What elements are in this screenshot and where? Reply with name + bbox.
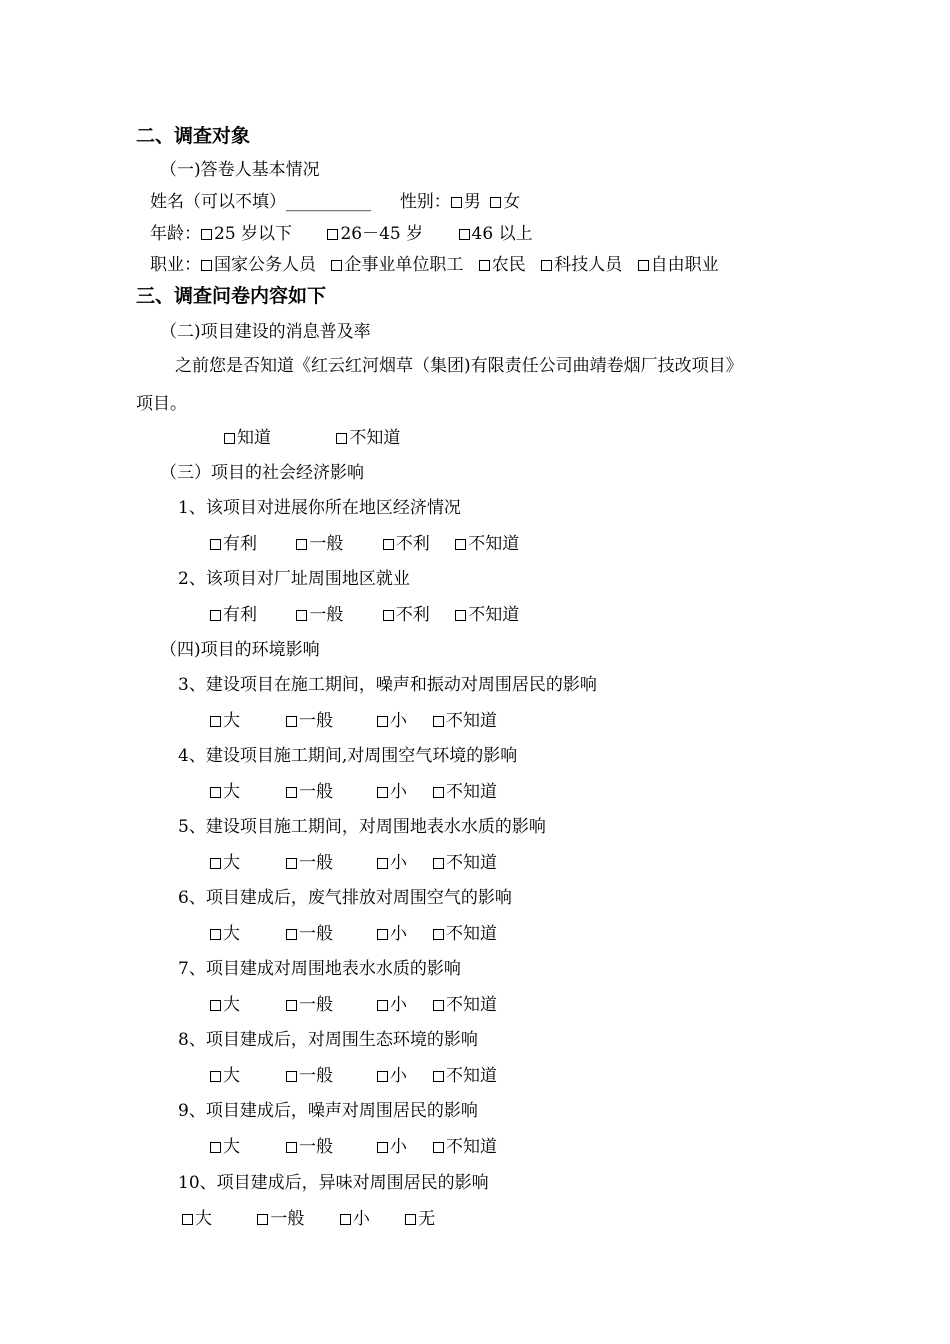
option[interactable]: 不知道 [455, 532, 519, 556]
checkbox-icon[interactable] [377, 1071, 388, 1082]
option[interactable]: 无 [405, 1207, 435, 1231]
option[interactable]: 大 [210, 1064, 240, 1088]
checkbox-icon[interactable] [210, 929, 221, 940]
checkbox-icon[interactable] [459, 229, 470, 240]
checkbox-icon[interactable] [210, 610, 221, 621]
checkbox-icon[interactable] [210, 787, 221, 798]
job-option-5[interactable]: 自由职业 [638, 253, 719, 277]
question-awareness-text: 之前您是否知道《红云红河烟草（集团)有限责任公司曲靖卷烟厂技改项目》 [175, 356, 743, 376]
checkbox-icon[interactable] [377, 929, 388, 940]
checkbox-icon[interactable] [286, 1000, 297, 1011]
question-1: 1、该项目对进展你所在地区经济情况 [178, 498, 461, 518]
section-2-title: 二、调查对象 [136, 125, 251, 147]
option[interactable]: 一般 [286, 1135, 333, 1159]
option[interactable]: 不知道 [433, 922, 497, 946]
env-question: 7、项目建成对周围地表水水质的影响 [178, 959, 461, 979]
option[interactable]: 不知道 [433, 851, 497, 875]
checkbox-icon[interactable] [433, 716, 444, 727]
checkbox-icon[interactable] [433, 1142, 444, 1153]
option[interactable]: 小 [377, 1064, 407, 1088]
checkbox-icon[interactable] [286, 716, 297, 727]
checkbox-icon[interactable] [377, 1000, 388, 1011]
checkbox-icon[interactable] [433, 1071, 444, 1082]
option[interactable]: 小 [377, 709, 407, 733]
checkbox-icon[interactable] [433, 858, 444, 869]
checkbox-icon[interactable] [377, 716, 388, 727]
env-question-options [210, 1135, 497, 1159]
question-awareness-text-cont: 项目。 [136, 394, 187, 414]
checkbox-icon[interactable] [377, 1142, 388, 1153]
age-label: 年龄： [150, 224, 201, 244]
option[interactable]: 不利 [383, 603, 430, 627]
option[interactable]: 一般 [286, 993, 333, 1017]
gender-option-female[interactable]: 女 [490, 190, 520, 214]
awareness-options [224, 426, 400, 450]
age-option-1[interactable]: 25 岁以下 [201, 222, 292, 246]
option[interactable]: 大 [210, 922, 240, 946]
checkbox-icon[interactable] [331, 260, 342, 271]
option[interactable]: 有利 [210, 603, 257, 627]
checkbox-icon[interactable] [433, 1000, 444, 1011]
checkbox-icon[interactable] [336, 433, 347, 444]
gender-option-male[interactable]: 男 [451, 190, 481, 214]
checkbox-icon[interactable] [405, 1214, 416, 1225]
checkbox-icon[interactable] [383, 539, 394, 550]
checkbox-icon[interactable] [286, 1142, 297, 1153]
age-option-2[interactable]: 26－45 岁 [327, 222, 423, 246]
option[interactable]: 不知道 [433, 993, 497, 1017]
env-question: 4、建设项目施工期间,对周围空气环境的影响 [178, 746, 518, 766]
checkbox-icon[interactable] [286, 1071, 297, 1082]
checkbox-icon[interactable] [433, 929, 444, 940]
job-label: 职业： [150, 255, 201, 275]
option[interactable]: 一般 [286, 1064, 333, 1088]
option[interactable]: 大 [182, 1207, 212, 1231]
name-input[interactable]: __________ [286, 192, 371, 212]
checkbox-icon[interactable] [377, 858, 388, 869]
option[interactable]: 大 [210, 993, 240, 1017]
option[interactable]: 小 [377, 780, 407, 804]
checkbox-icon[interactable] [257, 1214, 268, 1225]
checkbox-icon[interactable] [541, 260, 552, 271]
subsection-2-title: （二)项目建设的消息普及率 [160, 322, 371, 342]
checkbox-icon[interactable] [455, 539, 466, 550]
age-option-3[interactable]: 46 以上 [459, 222, 533, 246]
option-dont-know[interactable]: 不知道 [336, 426, 400, 450]
job-option-3[interactable]: 农民 [479, 253, 526, 277]
env-question-options [210, 851, 497, 875]
option[interactable]: 不知道 [433, 1064, 497, 1088]
env-question-options [210, 1064, 497, 1088]
checkbox-icon[interactable] [433, 787, 444, 798]
checkbox-icon[interactable] [327, 229, 338, 240]
subsection-4-title: （四)项目的环境影响 [160, 640, 320, 660]
option[interactable]: 大 [210, 1135, 240, 1159]
name-label: 姓名（可以不填） [150, 192, 286, 212]
env-question-options [210, 780, 497, 804]
option[interactable]: 有利 [210, 532, 257, 556]
subsection-3-title: （三）项目的社会经济影响 [160, 463, 364, 483]
option[interactable]: 大 [210, 851, 240, 875]
checkbox-icon[interactable] [490, 197, 501, 208]
checkbox-icon[interactable] [210, 716, 221, 727]
option[interactable]: 一般 [286, 709, 333, 733]
checkbox-icon[interactable] [296, 610, 307, 621]
env-question: 9、项目建成后，噪声对周围居民的影响 [178, 1101, 478, 1121]
checkbox-icon[interactable] [286, 787, 297, 798]
job-option-2[interactable]: 企事业单位职工 [331, 253, 463, 277]
option[interactable]: 小 [377, 993, 407, 1017]
checkbox-icon[interactable] [201, 260, 212, 271]
age-row [150, 222, 533, 246]
checkbox-icon[interactable] [296, 539, 307, 550]
option[interactable]: 一般 [257, 1207, 304, 1231]
env-question-options [210, 709, 497, 733]
checkbox-icon[interactable] [210, 539, 221, 550]
checkbox-icon[interactable] [479, 260, 490, 271]
checkbox-icon[interactable] [224, 433, 235, 444]
question-2-options [210, 603, 519, 627]
checkbox-icon[interactable] [377, 787, 388, 798]
option[interactable]: 一般 [296, 603, 343, 627]
subsection-1-title: （一)答卷人基本情况 [160, 160, 320, 180]
option[interactable]: 小 [377, 922, 407, 946]
env-question: 8、项目建成后，对周围生态环境的影响 [178, 1030, 478, 1050]
checkbox-icon[interactable] [383, 610, 394, 621]
checkbox-icon[interactable] [201, 229, 212, 240]
checkbox-icon[interactable] [286, 929, 297, 940]
option[interactable]: 大 [210, 709, 240, 733]
question-2: 2、该项目对厂址周围地区就业 [178, 569, 410, 589]
option[interactable]: 不知道 [455, 603, 519, 627]
job-row [150, 253, 719, 277]
checkbox-icon[interactable] [210, 858, 221, 869]
checkbox-icon[interactable] [455, 610, 466, 621]
option[interactable]: 不利 [383, 532, 430, 556]
option[interactable]: 不知道 [433, 1135, 497, 1159]
option[interactable]: 不知道 [433, 709, 497, 733]
question-1-options [210, 532, 519, 556]
checkbox-icon[interactable] [210, 1000, 221, 1011]
env-question-options [210, 993, 497, 1017]
checkbox-icon[interactable] [286, 858, 297, 869]
option[interactable]: 大 [210, 780, 240, 804]
option[interactable]: 一般 [296, 532, 343, 556]
option[interactable]: 一般 [286, 922, 333, 946]
gender-label: 性别： [399, 192, 451, 212]
env-question: 6、项目建成后，废气排放对周围空气的影响 [178, 888, 512, 908]
option-know[interactable]: 知道 [224, 426, 271, 450]
checkbox-icon[interactable] [638, 260, 649, 271]
checkbox-icon[interactable] [340, 1214, 351, 1225]
option[interactable]: 小 [340, 1207, 370, 1231]
option[interactable]: 小 [377, 1135, 407, 1159]
job-option-4[interactable]: 科技人员 [541, 253, 622, 277]
option[interactable]: 不知道 [433, 780, 497, 804]
question-10-options [182, 1207, 435, 1231]
checkbox-icon[interactable] [210, 1142, 221, 1153]
option[interactable]: 小 [377, 851, 407, 875]
option[interactable]: 一般 [286, 780, 333, 804]
job-option-1[interactable]: 国家公务人员 [201, 253, 316, 277]
question-10: 10、项目建成后，异味对周围居民的影响 [178, 1173, 489, 1193]
section-3-title: 三、调查问卷内容如下 [136, 285, 327, 307]
checkbox-icon[interactable] [210, 1071, 221, 1082]
name-row [150, 190, 520, 214]
env-question-options [210, 922, 497, 946]
env-question: 5、建设项目施工期间，对周围地表水水质的影响 [178, 817, 546, 837]
env-question: 3、建设项目在施工期间，噪声和振动对周围居民的影响 [178, 675, 597, 695]
checkbox-icon[interactable] [182, 1214, 193, 1225]
option[interactable]: 一般 [286, 851, 333, 875]
checkbox-icon[interactable] [451, 197, 462, 208]
